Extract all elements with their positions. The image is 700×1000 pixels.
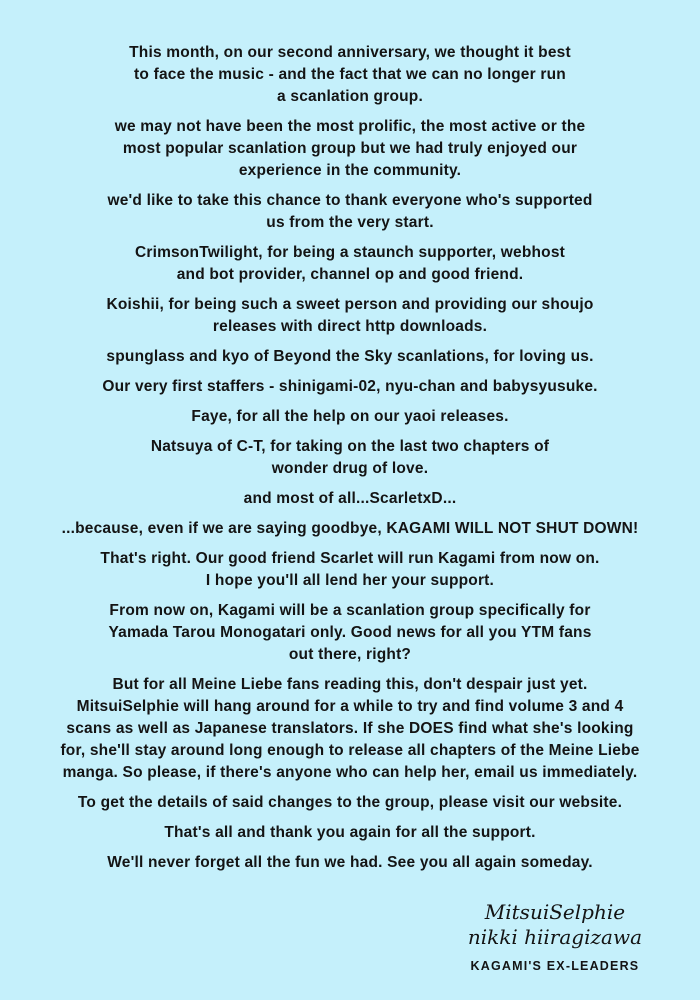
text-line: and most of all...ScarletxD... <box>243 490 457 507</box>
text-line: and bot provider, channel op and good friend. <box>176 266 524 283</box>
text-line: releases with direct http downloads. <box>212 318 488 335</box>
text-line: Yamada Tarou Monogatari only. Good news for all you YTM fans <box>108 624 592 641</box>
text-line: we'd like to take this chance to thank everyone who's supported <box>107 192 593 209</box>
paragraph <box>0 792 700 814</box>
signature-block <box>0 900 700 975</box>
text-line: We'll never forget all the fun we had. See you all again someday. <box>107 854 593 871</box>
text-line: That's right. Our good friend Scarlet will run Kagami from now on. <box>100 550 600 567</box>
paragraph <box>0 488 700 510</box>
paragraph <box>0 190 700 234</box>
text-line: But for all Meine Liebe fans reading this, don't despair just yet. <box>112 676 588 693</box>
text-line: spunglass and kyo of Beyond the Sky scanlations, for loving us. <box>106 348 594 365</box>
text-line: scans as well as Japanese translators. If she DOES find what she's looking <box>66 720 634 737</box>
text-line: This month, on our second anniversary, we thought it best <box>129 44 571 61</box>
paragraph <box>0 852 700 874</box>
text-line: we may not have been the most prolific, the most active or the <box>114 118 586 135</box>
signature-role: KAGAMI'S EX-LEADERS <box>470 959 640 973</box>
paragraph <box>0 376 700 398</box>
text-line: experience in the community. <box>238 162 462 179</box>
text-line: us from the very start. <box>266 214 434 231</box>
paragraph <box>0 42 700 108</box>
paragraph <box>0 548 700 592</box>
paragraph <box>0 116 700 182</box>
text-line: From now on, Kagami will be a scanlation group specifically for <box>109 602 591 619</box>
signature-name: nikki hiiragizawa <box>467 925 642 949</box>
signature-inner <box>468 900 642 973</box>
signature-name: MitsuiSelphie <box>484 900 626 924</box>
text-line: That's all and thank you again for all the support. <box>164 824 536 841</box>
text-line: for, she'll stay around long enough to release all chapters of the Meine Liebe <box>60 742 640 759</box>
paragraph <box>0 406 700 428</box>
text-line: I hope you'll all lend her your support. <box>205 572 495 589</box>
text-line: Faye, for all the help on our yaoi releases. <box>191 408 509 425</box>
paragraph <box>0 294 700 338</box>
text-line: most popular scanlation group but we had truly enjoyed our <box>122 140 578 157</box>
text-line: Our very first staffers - shinigami-02, nyu-chan and babysyusuke. <box>102 378 598 395</box>
paragraph <box>0 674 700 784</box>
text-line: out there, right? <box>288 646 412 663</box>
text-line: CrimsonTwilight, for being a staunch supporter, webhost <box>134 244 566 261</box>
paragraph <box>0 600 700 666</box>
text-line: Koishii, for being such a sweet person and providing our shoujo <box>106 296 594 313</box>
paragraph <box>0 346 700 368</box>
paragraph <box>0 436 700 480</box>
paragraph <box>0 822 700 844</box>
text-line: MitsuiSelphie will hang around for a while to try and find volume 3 and 4 <box>76 698 624 715</box>
paragraph <box>0 242 700 286</box>
text-line: ...because, even if we are saying goodbye, KAGAMI WILL NOT SHUT DOWN! <box>61 520 639 537</box>
farewell-letter <box>0 42 700 975</box>
text-line: to face the music - and the fact that we can no longer run <box>134 66 566 83</box>
paragraph <box>0 518 700 540</box>
text-line: manga. So please, if there's anyone who can help her, email us immediately. <box>62 764 638 781</box>
text-line: Natsuya of C-T, for taking on the last two chapters of <box>150 438 550 455</box>
text-line: a scanlation group. <box>277 88 423 105</box>
text-line: To get the details of said changes to the group, please visit our website. <box>77 794 623 811</box>
text-line: wonder drug of love. <box>271 460 429 477</box>
